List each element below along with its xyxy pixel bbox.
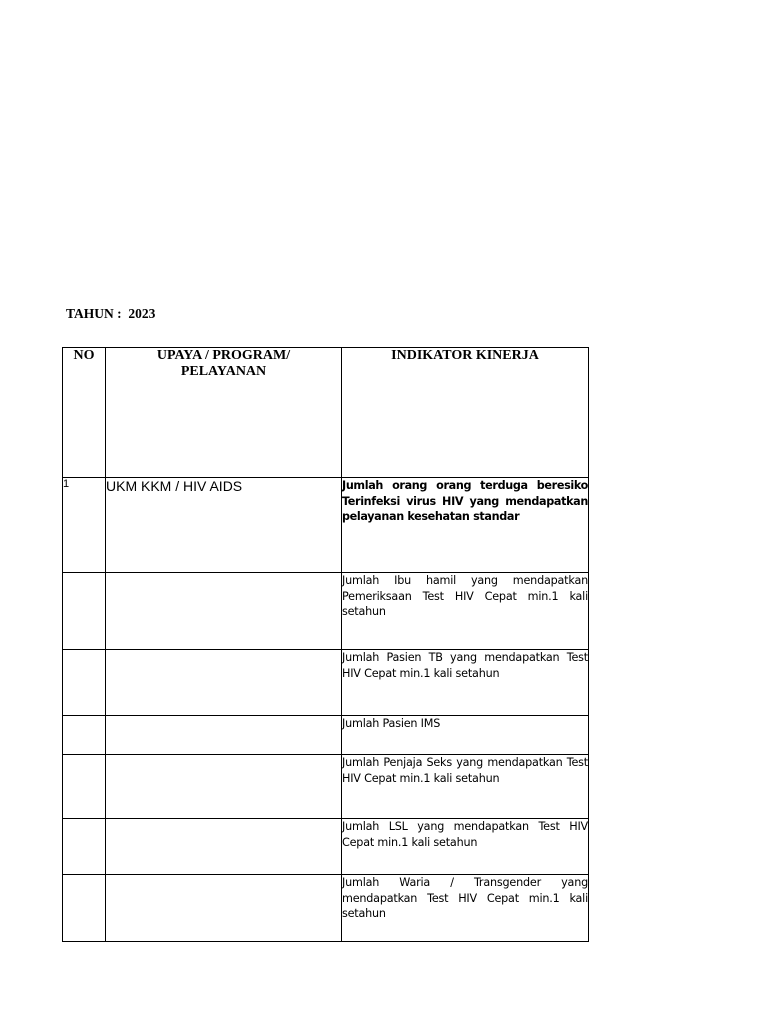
indicator-cell: Jumlah Ibu hamil yang mendapatkan Pemeriksaan Test HIV Cepat min.1 kali setahun	[342, 573, 589, 650]
program-cell	[106, 573, 342, 650]
column-header-program-line2: PELAYANAN	[180, 364, 267, 379]
table-row	[63, 819, 589, 875]
performance-indicator-table	[62, 347, 589, 942]
column-header-indicator: INDIKATOR KINERJA	[342, 348, 589, 478]
program-cell	[106, 716, 342, 755]
table-row	[63, 755, 589, 819]
indicator-cell: Jumlah Pasien TB yang mendapatkan Test HIV Cepat min.1 kali setahun	[342, 650, 589, 716]
column-header-program	[106, 348, 342, 478]
row-number	[63, 875, 106, 942]
program-cell	[106, 650, 342, 716]
indicator-cell: Jumlah LSL yang mendapatkan Test HIV Cepat min.1 kali setahun	[342, 819, 589, 875]
row-number	[63, 716, 106, 755]
indicator-cell: Jumlah Penjaja Seks yang mendapatkan Test HIV Cepat min.1 kali setahun	[342, 755, 589, 819]
row-number	[63, 573, 106, 650]
indicator-cell: Jumlah orang orang terduga beresiko Terinfeksi virus HIV yang mendapatkan pelayanan kesehatan standar	[342, 478, 589, 573]
table-row	[63, 478, 589, 573]
year-label: TAHUN : 2023	[66, 306, 156, 321]
program-cell	[106, 755, 342, 819]
column-header-program-line1: UPAYA / PROGRAM/	[156, 348, 291, 363]
table-row	[63, 573, 589, 650]
indicator-cell: Jumlah Pasien IMS	[342, 716, 589, 755]
column-header-no: NO	[63, 348, 106, 478]
row-number	[63, 755, 106, 819]
row-number	[63, 650, 106, 716]
table-row	[63, 650, 589, 716]
program-cell	[106, 875, 342, 942]
row-number	[63, 819, 106, 875]
row-number: 1	[63, 478, 106, 573]
program-cell: UKM KKM / HIV AIDS	[106, 478, 342, 573]
table-header-row	[63, 348, 589, 478]
table-row	[63, 716, 589, 755]
table-row	[63, 875, 589, 942]
indicator-cell: Jumlah Waria / Transgender yang mendapatkan Test HIV Cepat min.1 kali setahun	[342, 875, 589, 942]
program-cell	[106, 819, 342, 875]
